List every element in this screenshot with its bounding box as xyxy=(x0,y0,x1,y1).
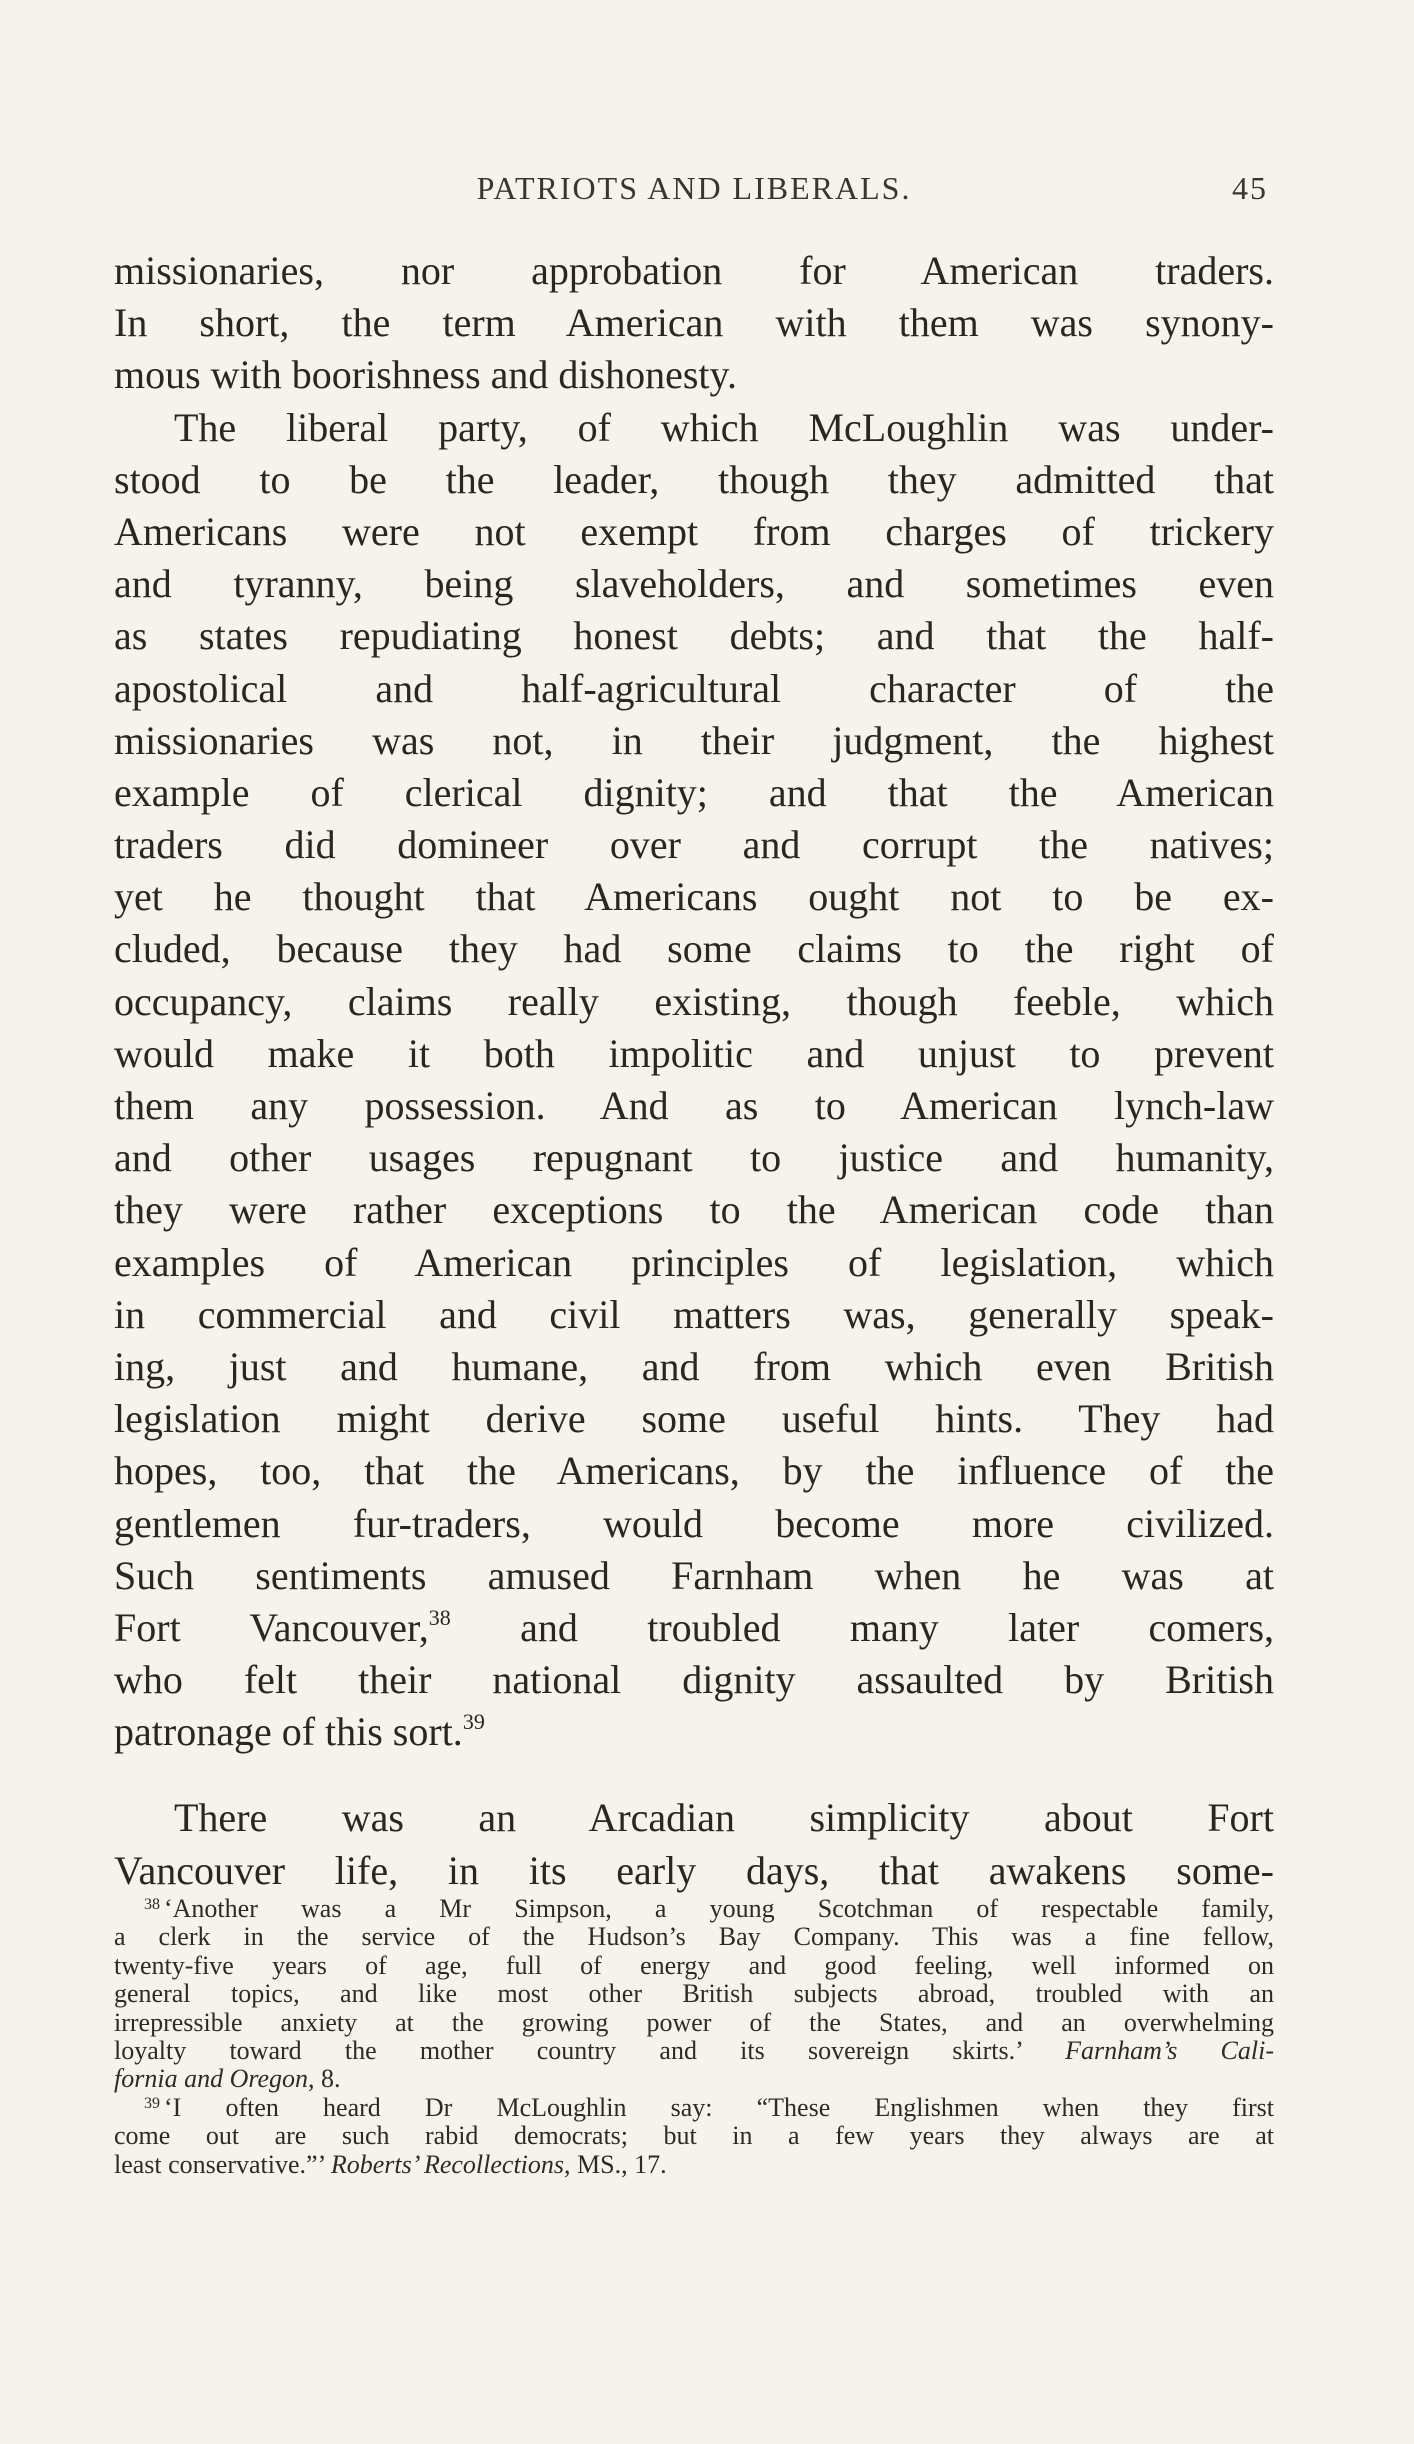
citation-title: Farnham’s Cali- xyxy=(1065,2035,1274,2065)
page-number: 45 xyxy=(1232,170,1268,206)
footnote-38-line xyxy=(114,1895,1274,1923)
text-line: in commercial and civil matters was, generally speak- xyxy=(114,1291,1274,1337)
footnote-text: ‘I often heard Dr McLoughlin say: “These Englishmen when they first xyxy=(164,2092,1274,2122)
footnote-38-line xyxy=(114,2037,1274,2065)
text-fragment: Fort Vancouver, xyxy=(114,1604,429,1650)
text-line: ing, just and humane, and from which even British xyxy=(114,1343,1274,1389)
footnote-ref-39[interactable]: 39 xyxy=(462,1709,485,1735)
footnote-38-line: irrepressible anxiety at the growing power of the States, and an overwhelming xyxy=(114,2007,1274,2037)
text-fragment: and troubled many later comers, xyxy=(450,1604,1275,1650)
footnote-39-line xyxy=(114,2151,1274,2179)
text-line: who felt their national dignity assaulted by British xyxy=(114,1657,1274,1703)
text-line: legislation might derive some useful hints. They had xyxy=(114,1396,1274,1442)
citation-title: fornia and Oregon xyxy=(114,2064,309,2094)
footnote-38-line xyxy=(114,2065,1274,2093)
text-line: The liberal party, of which McLoughlin was under- xyxy=(174,404,1274,450)
text-line: There was an Arcadian simplicity about Fort xyxy=(174,1795,1274,1841)
text-line: and tyranny, being slaveholders, and sometimes even xyxy=(114,561,1274,607)
text-line: they were rather exceptions to the American code than xyxy=(114,1187,1274,1233)
text-line-with-note-38 xyxy=(114,1602,1274,1654)
text-line: traders did domineer over and corrupt the natives; xyxy=(114,822,1274,868)
text-line: as states repudiating honest debts; and that the half- xyxy=(114,613,1274,659)
footnote-38-line: general topics, and like most other British subjects abroad, troubled with an xyxy=(114,1979,1274,2009)
citation-title: Roberts’ Recollections xyxy=(330,2149,565,2179)
text-line: them any possession. And as to American lynch-law xyxy=(114,1083,1274,1128)
text-line: gentlemen fur-traders, would become more civilized. xyxy=(114,1500,1274,1546)
text-line: Such sentiments amused Farnham when he was at xyxy=(114,1552,1274,1598)
text-line: cluded, because they had some claims to the right of xyxy=(114,926,1274,972)
book-page xyxy=(114,0,1274,2444)
footnote-text: ‘Another was a Mr Simpson, a young Scotchman of respectable family, xyxy=(164,1894,1274,1923)
text-line: would make it both impolitic and unjust to prevent xyxy=(114,1030,1274,1076)
text-line: missionaries was not, in their judgment, the highest xyxy=(114,717,1274,763)
text-line: Vancouver life, in its early days, that awakens some- xyxy=(114,1847,1274,1893)
paragraph-gap xyxy=(114,1758,1274,1792)
text-line: and other usages repugnant to justice and humanity, xyxy=(114,1135,1274,1181)
running-header xyxy=(114,170,1274,210)
running-title: PATRIOTS AND LIBERALS. xyxy=(476,170,912,206)
footnote-38-line: a clerk in the service of the Hudson’s Bay Company. This was a fine fellow, xyxy=(114,1922,1274,1952)
footnote-number-39: 39 xyxy=(144,2094,160,2112)
text-line: example of clerical dignity; and that the American xyxy=(114,769,1274,815)
text-line: In short, the term American with them was synony- xyxy=(114,300,1274,346)
text-line: apostolical and half-agricultural character of the xyxy=(114,665,1274,711)
footnote-38-line: twenty-five years of age, full of energy and good feeling, well informed on xyxy=(114,1950,1274,1980)
text-line: missionaries, nor approbation for American traders. xyxy=(114,248,1274,293)
text-line: yet he thought that Americans ought not to be ex- xyxy=(114,874,1274,920)
text-line: Americans were not exempt from charges of trickery xyxy=(114,508,1274,554)
text-line: hopes, too, that the Americans, by the influence of the xyxy=(114,1448,1274,1494)
footnote-39-line: come out are such rabid democrats; but in a few years they always are at xyxy=(114,2121,1274,2151)
footnote-ref-38[interactable]: 38 xyxy=(428,1604,451,1630)
footnote-text: , 8. xyxy=(308,2064,341,2094)
text-line: occupancy, claims really existing, though feeble, which xyxy=(114,978,1274,1024)
footnote-text: loyalty toward the mother country and its sovereign skirts.’ xyxy=(114,2035,1066,2065)
footnote-39-line xyxy=(114,2094,1274,2122)
text-line-with-note-39 xyxy=(114,1706,1274,1758)
footnotes xyxy=(114,1895,1274,2179)
main-text xyxy=(114,245,1274,1897)
footnote-number-38: 38 xyxy=(144,1896,160,1913)
footnote-text: , MS., 17. xyxy=(564,2149,667,2179)
text-line: mous with boorishness and dishonesty. xyxy=(114,352,737,398)
footnote-text: least conservative.”’ xyxy=(114,2149,331,2179)
text-fragment: patronage of this sort. xyxy=(114,1709,463,1755)
text-line: stood to be the leader, though they admitted that xyxy=(114,456,1274,502)
text-line: examples of American principles of legislation, which xyxy=(114,1239,1274,1285)
